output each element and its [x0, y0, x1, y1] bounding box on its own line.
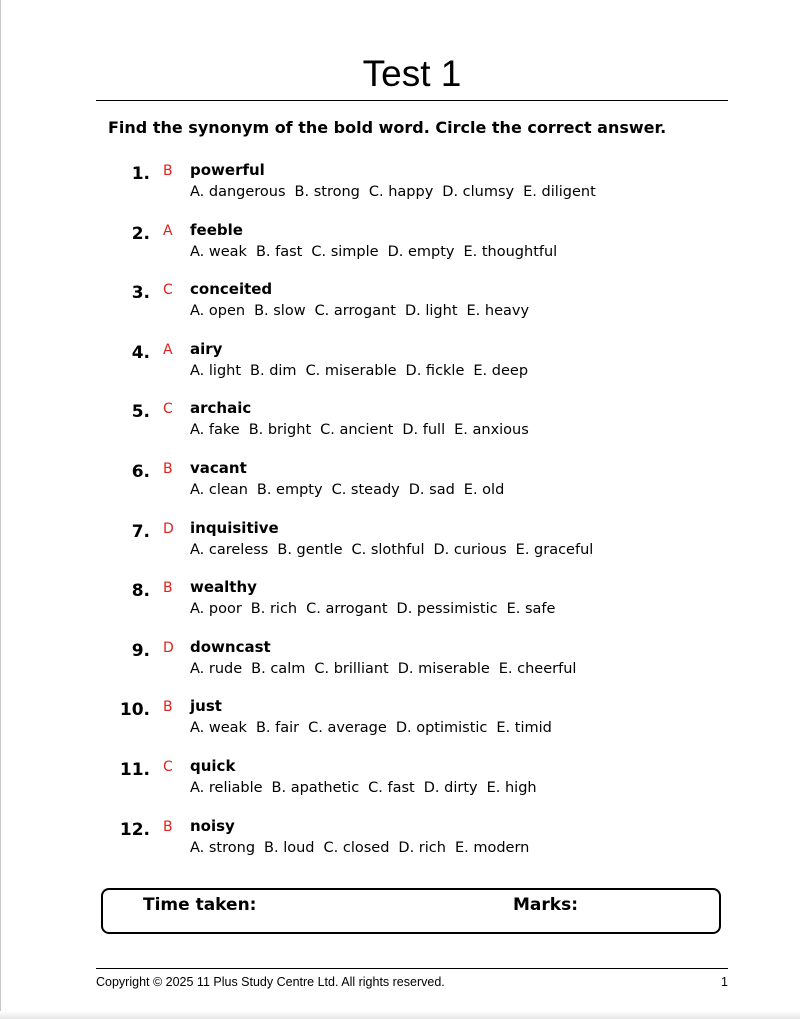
answer-option[interactable]: D. miserable	[397, 661, 490, 677]
answer-options	[190, 540, 602, 560]
answer-option[interactable]: E. high	[486, 780, 537, 796]
answer-option[interactable]: A. fake	[190, 422, 240, 438]
answer-options	[190, 420, 538, 440]
answer-option[interactable]: D. curious	[433, 542, 507, 558]
answer-option[interactable]: D. clumsy	[442, 184, 515, 200]
target-word: downcast	[190, 638, 271, 656]
answer-option[interactable]: A. rude	[190, 661, 243, 677]
question-item	[0, 577, 800, 627]
question-number: 4.	[131, 343, 150, 363]
marked-answer: A	[163, 223, 173, 239]
answer-option[interactable]: C. simple	[311, 244, 379, 260]
answer-option[interactable]: B. gentle	[277, 542, 343, 558]
answer-option[interactable]: B. dim	[250, 363, 297, 379]
answer-options	[190, 182, 605, 202]
question-number: 7.	[131, 522, 150, 542]
marked-answer: B	[163, 580, 173, 596]
answer-option[interactable]: A. weak	[190, 244, 247, 260]
question-number: 1.	[131, 164, 150, 184]
answer-option[interactable]: A. reliable	[190, 780, 263, 796]
answer-option[interactable]: B. fair	[255, 720, 300, 736]
marked-answer: D	[163, 521, 174, 537]
target-word: inquisitive	[190, 519, 279, 537]
marked-answer: C	[163, 759, 173, 775]
answer-option[interactable]: C. arrogant	[314, 303, 396, 319]
answer-option[interactable]: B. rich	[250, 601, 298, 617]
answer-option[interactable]: D. optimistic	[395, 720, 488, 736]
marked-answer: B	[163, 699, 173, 715]
target-word: airy	[190, 340, 223, 358]
answer-options	[190, 480, 513, 500]
answer-option[interactable]: D. pessimistic	[396, 601, 498, 617]
answer-options	[190, 838, 538, 858]
target-word: noisy	[190, 817, 235, 835]
answer-option[interactable]: D. fickle	[405, 363, 465, 379]
marked-answer: D	[163, 640, 174, 656]
question-item	[0, 160, 800, 210]
question-number: 10.	[119, 700, 150, 720]
answer-option[interactable]: E. safe	[506, 601, 556, 617]
answer-option[interactable]: D. dirty	[423, 780, 478, 796]
target-word: vacant	[190, 459, 247, 477]
question-item	[0, 637, 800, 687]
question-item	[0, 816, 800, 866]
question-number: 8.	[131, 581, 150, 601]
question-item	[0, 756, 800, 806]
answer-options	[190, 361, 537, 381]
question-number: 6.	[131, 462, 150, 482]
target-word: just	[190, 697, 222, 715]
marked-answer: B	[163, 163, 173, 179]
marked-answer: B	[163, 819, 173, 835]
answer-option[interactable]: A. poor	[190, 601, 242, 617]
question-item	[0, 458, 800, 508]
answer-option[interactable]: B. calm	[251, 661, 306, 677]
answer-option[interactable]: C. closed	[323, 840, 390, 856]
answer-option[interactable]: A. dangerous	[190, 184, 286, 200]
answer-option[interactable]: E. deep	[473, 363, 529, 379]
answer-option[interactable]: E. diligent	[523, 184, 596, 200]
question-item	[0, 696, 800, 746]
question-number: 5.	[131, 402, 150, 422]
copyright-text: Copyright © 2025 11 Plus Study Centre Ltd. All rights reserved.	[96, 975, 445, 989]
answer-option[interactable]: C. happy	[368, 184, 434, 200]
target-word: powerful	[190, 161, 265, 179]
answer-option[interactable]: B. apathetic	[271, 780, 360, 796]
question-item	[0, 279, 800, 329]
instruction-text: Find the synonym of the bold word. Circle the correct answer.	[108, 118, 667, 137]
answer-option[interactable]: B. empty	[256, 482, 323, 498]
answer-option[interactable]: B. slow	[254, 303, 306, 319]
answer-option[interactable]: A. open	[190, 303, 246, 319]
answer-option[interactable]: B. loud	[264, 840, 315, 856]
answer-options	[190, 242, 566, 262]
target-word: quick	[190, 757, 236, 775]
answer-option[interactable]: C. slothful	[351, 542, 425, 558]
answer-options	[190, 599, 564, 619]
answer-option[interactable]: E. heavy	[466, 303, 530, 319]
answer-option[interactable]: C. brilliant	[314, 661, 389, 677]
answer-option[interactable]: D. full	[402, 422, 446, 438]
answer-option[interactable]: D. sad	[408, 482, 455, 498]
target-word: feeble	[190, 221, 243, 239]
marked-answer: A	[163, 342, 173, 358]
marked-answer: C	[163, 401, 173, 417]
question-number: 12.	[119, 820, 150, 840]
answer-option[interactable]: A. strong	[190, 840, 256, 856]
answer-option[interactable]: A. weak	[190, 720, 247, 736]
question-number: 3.	[131, 283, 150, 303]
title-divider	[96, 100, 728, 101]
question-item	[0, 518, 800, 568]
answer-options	[190, 301, 538, 321]
page-title: Test 1	[362, 53, 462, 94]
question-item	[0, 220, 800, 270]
answer-option[interactable]: E. timid	[496, 720, 552, 736]
marked-answer: B	[163, 461, 173, 477]
time-taken-label: Time taken:	[143, 895, 257, 915]
page-edge	[0, 0, 1, 1019]
answer-option[interactable]: C. average	[308, 720, 387, 736]
answer-option[interactable]: E. old	[463, 482, 505, 498]
question-item	[0, 398, 800, 448]
answer-options	[190, 718, 561, 738]
answer-option[interactable]: E. graceful	[515, 542, 594, 558]
answer-option[interactable]: A. light	[190, 363, 242, 379]
answer-option[interactable]: E. anxious	[454, 422, 529, 438]
target-word: conceited	[190, 280, 273, 298]
answer-option[interactable]: C. fast	[368, 780, 415, 796]
target-word: wealthy	[190, 578, 257, 596]
answer-option[interactable]: C. miserable	[305, 363, 397, 379]
answer-option[interactable]: E. modern	[454, 840, 530, 856]
answer-option[interactable]: A. clean	[190, 482, 248, 498]
footer-divider	[96, 968, 728, 969]
answer-option[interactable]: D. light	[404, 303, 458, 319]
page-number: 1	[721, 975, 728, 989]
score-box	[101, 888, 721, 934]
question-number: 2.	[131, 224, 150, 244]
marks-label: Marks:	[513, 895, 578, 915]
answer-option[interactable]: C. arrogant	[306, 601, 388, 617]
question-item	[0, 339, 800, 389]
question-number: 11.	[119, 760, 150, 780]
answer-option[interactable]: D. empty	[387, 244, 455, 260]
answer-option[interactable]: E. cheerful	[498, 661, 577, 677]
answer-option[interactable]: B. bright	[248, 422, 312, 438]
answer-option[interactable]: C. steady	[331, 482, 400, 498]
answer-option[interactable]: E. thoughtful	[463, 244, 558, 260]
answer-option[interactable]: A. careless	[190, 542, 269, 558]
answer-option[interactable]: C. ancient	[320, 422, 394, 438]
question-number: 9.	[131, 641, 150, 661]
target-word: archaic	[190, 399, 252, 417]
answer-options	[190, 659, 585, 679]
page-bottom-shadow	[0, 1011, 800, 1019]
answer-options	[190, 778, 546, 798]
marked-answer: C	[163, 282, 173, 298]
answer-option[interactable]: B. fast	[255, 244, 303, 260]
answer-option[interactable]: B. strong	[294, 184, 360, 200]
answer-option[interactable]: D. rich	[398, 840, 446, 856]
